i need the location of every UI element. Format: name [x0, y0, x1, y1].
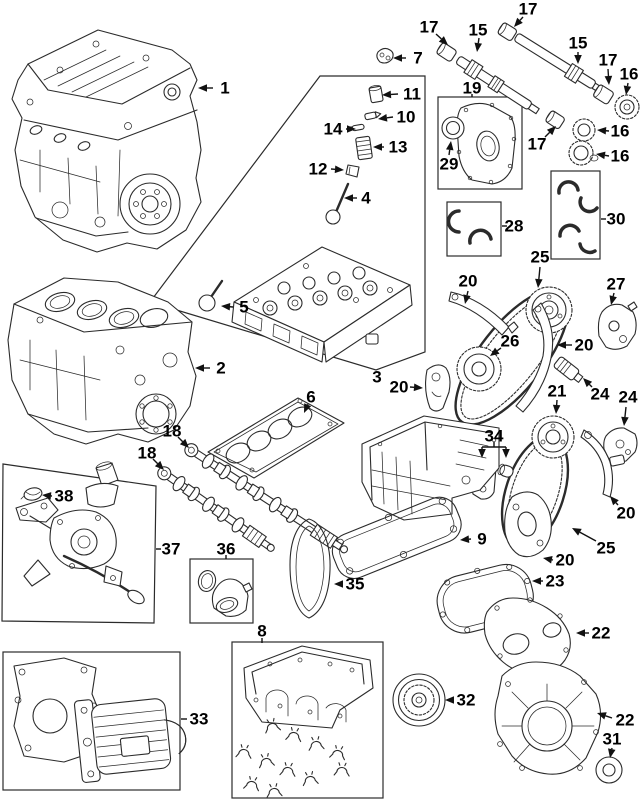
- callout-10: 10: [396, 107, 416, 127]
- callout-arrowhead: [335, 166, 344, 174]
- callout-8: 8: [257, 621, 267, 641]
- callout-19: 19: [462, 78, 482, 98]
- callout-arrowhead: [414, 384, 423, 392]
- callout-arrowhead: [502, 449, 510, 458]
- callout-6: 6: [306, 387, 316, 407]
- seal-29: [442, 117, 464, 139]
- callout-arrowhead: [446, 141, 454, 150]
- bearing-set-30: [559, 182, 597, 253]
- callout-38: 38: [54, 486, 74, 506]
- callout-20: 20: [574, 335, 594, 355]
- engine-block: [8, 278, 196, 444]
- callout-15: 15: [568, 33, 588, 53]
- callout-15: 15: [468, 20, 488, 40]
- vvt-cover-27: [598, 302, 637, 349]
- callout-37: 37: [161, 539, 181, 559]
- oil-cooler-33: [74, 690, 189, 783]
- callout-arrowhead: [624, 86, 632, 96]
- callout-29: 29: [439, 154, 459, 174]
- callout-22: 22: [615, 710, 635, 730]
- callout-20: 20: [389, 377, 409, 397]
- callout-20: 20: [616, 503, 636, 523]
- callout-16: 16: [619, 64, 639, 84]
- callout-18: 18: [137, 443, 157, 463]
- bearing-set-28: [449, 211, 492, 243]
- callout-18: 18: [162, 421, 182, 441]
- callout-arrowhead: [195, 364, 204, 372]
- chain-cover-20e: [505, 492, 552, 557]
- callout-arrowhead: [553, 405, 561, 414]
- callout-31: 31: [602, 729, 622, 749]
- callout-17: 17: [419, 17, 439, 37]
- callout-14: 14: [323, 119, 343, 139]
- callout-arrowhead: [393, 54, 402, 62]
- callout-arrowhead: [605, 76, 613, 85]
- callout-4: 4: [361, 188, 371, 208]
- callout-arrowhead: [532, 577, 541, 585]
- callout-arrowhead: [610, 295, 617, 305]
- callout-arrowhead: [576, 629, 585, 637]
- callout-17: 17: [527, 134, 547, 154]
- callout-3: 3: [372, 367, 382, 387]
- callout-36: 36: [216, 539, 236, 559]
- callout-25: 25: [530, 247, 550, 267]
- callout-arrowhead: [344, 194, 353, 202]
- callout-arrowhead: [475, 43, 483, 52]
- oil-pan: [362, 416, 499, 520]
- callout-24: 24: [590, 384, 610, 404]
- callout-13: 13: [388, 137, 408, 157]
- callout-28: 28: [504, 216, 524, 236]
- callout-arrowhead: [543, 556, 553, 564]
- callout-22: 22: [591, 623, 611, 643]
- valve-spring-13: [356, 136, 373, 160]
- callout-20: 20: [555, 550, 575, 570]
- callout-17: 17: [518, 0, 538, 19]
- callout-arrowhead: [221, 303, 230, 311]
- callout-12: 12: [308, 159, 328, 179]
- callout-arrowhead: [621, 417, 629, 426]
- callout-23: 23: [545, 571, 565, 591]
- drive-belt-35: [290, 519, 330, 618]
- callout-33: 33: [189, 709, 209, 729]
- callout-17: 17: [598, 50, 618, 70]
- cylinder-head: [232, 247, 412, 362]
- callout-arrowhead: [574, 55, 582, 64]
- valve-lifter-11: [369, 85, 384, 103]
- callout-35: 35: [345, 574, 365, 594]
- bearing-clips: [236, 718, 350, 798]
- callout-34: 34: [484, 426, 504, 446]
- callout-arrowhead: [596, 152, 606, 160]
- outer-timing-cover-22: [495, 662, 601, 774]
- front-plate-19: [456, 103, 516, 184]
- callout-21: 21: [547, 381, 567, 401]
- callout-27: 27: [606, 274, 626, 294]
- water-inlet-36: [197, 569, 252, 616]
- callout-arrowhead: [445, 696, 454, 704]
- bedplate-8: [244, 646, 373, 728]
- valve-keeper-12: [346, 165, 359, 177]
- chain-guide-20c: [426, 365, 450, 411]
- engine-assembly: [12, 30, 201, 252]
- callout-arrowhead: [382, 91, 391, 99]
- callout-16: 16: [610, 146, 630, 166]
- callout-2: 2: [216, 358, 226, 378]
- crank-pulley-32: [393, 674, 445, 726]
- callout-arrowhead: [460, 535, 469, 543]
- callout-26: 26: [500, 331, 520, 351]
- callout-24: 24: [618, 387, 638, 407]
- callout-25: 25: [596, 538, 616, 558]
- valve-5: [199, 281, 222, 311]
- callout-32: 32: [456, 690, 476, 710]
- oil-pump-cap-38: [21, 486, 43, 501]
- callout-arrowhead: [334, 580, 343, 588]
- chain-tensioner-24a: [553, 356, 585, 385]
- callout-9: 9: [477, 529, 487, 549]
- callout-7: 7: [413, 48, 423, 68]
- crank-seal-31: [596, 757, 622, 783]
- callout-arrowhead: [597, 127, 606, 135]
- callout-16: 16: [610, 121, 630, 141]
- callout-arrowhead: [535, 279, 543, 288]
- valve-4: [326, 184, 348, 224]
- callout-11: 11: [403, 84, 421, 104]
- callout-1: 1: [220, 78, 230, 98]
- balance-shaft-rear: [496, 21, 606, 98]
- callout-5: 5: [239, 297, 249, 317]
- bracket-7: [377, 48, 393, 63]
- callout-arrowhead: [198, 84, 207, 92]
- callout-30: 30: [606, 209, 626, 229]
- callout-arrowhead: [373, 143, 382, 151]
- crank-sprocket-21: [532, 416, 574, 458]
- callout-20: 20: [458, 271, 478, 291]
